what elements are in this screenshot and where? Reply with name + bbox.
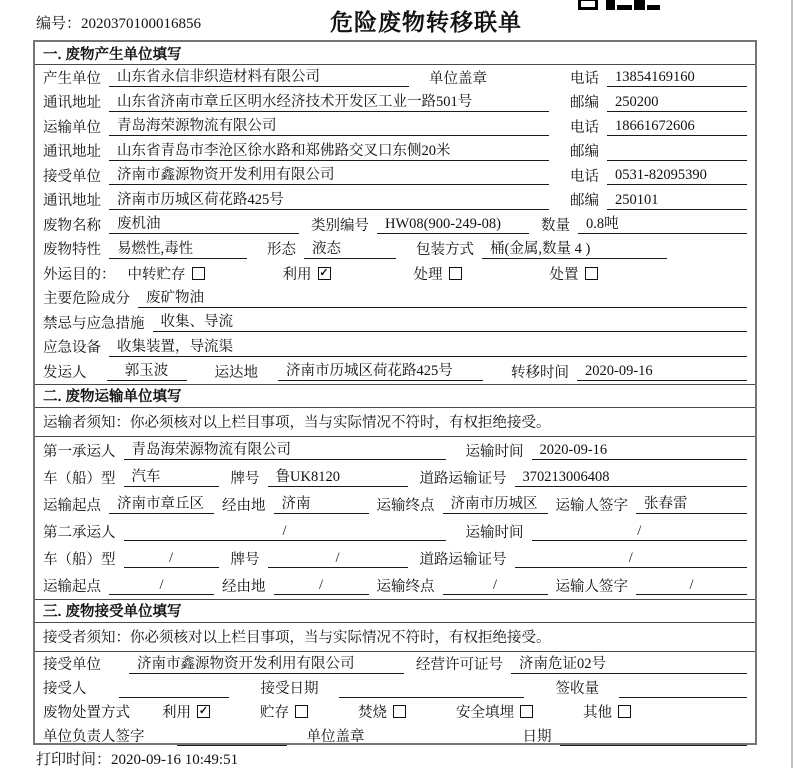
checkbox-storage <box>192 267 205 280</box>
purpose-option-storage: 中转贮存 <box>128 263 205 284</box>
transfer-date-label: 转移时间 <box>511 364 569 381</box>
road-license-label: 道路运输证号 <box>419 470 507 487</box>
carrier2-terminus: / <box>443 575 548 595</box>
transporter-address-row <box>35 139 755 164</box>
received-amount-label: 签收量 <box>555 681 599 697</box>
transporter-address: 山东省青岛市李沧区徐水路和郑佛路交叉口东侧20米 <box>109 141 549 161</box>
equipment-row <box>35 335 755 360</box>
packing-label: 包装方式 <box>416 242 474 259</box>
equipment-value: 收集装置，导流渠 <box>109 337 747 357</box>
producer-label: 产生单位 <box>43 70 101 87</box>
serial-value: 2020370100016856 <box>81 16 202 32</box>
carrier1-value: 青岛海荣源物流有限公司 <box>124 440 446 460</box>
carrier1-label: 第一承运人 <box>43 443 116 460</box>
transporter-notice: 运输者须知：你必须核对以上栏目事项，当与实际情况不符时，有权拒绝接受。 <box>35 408 755 437</box>
carrier2-time: / <box>532 521 748 541</box>
zip-label: 邮编 <box>570 144 599 161</box>
trait-label: 废物特性 <box>43 242 101 259</box>
section-waste-producer <box>35 42 755 384</box>
permit-label: 经营许可证号 <box>416 657 503 673</box>
phone-label: 电话 <box>570 168 599 185</box>
carrier2-value: / <box>124 521 446 541</box>
destination-value: 济南市历城区荷花路425号 <box>278 361 483 381</box>
hazard-row <box>35 286 755 311</box>
transporter-row <box>35 114 755 139</box>
qr-code-fragment <box>578 0 660 11</box>
received-amount-value <box>619 678 747 698</box>
carrier2-route-row <box>35 572 755 599</box>
page-title: 危险废物转移联单 <box>330 9 522 35</box>
section-waste-transporter <box>35 384 755 599</box>
unit-seal-label: 单位盖章 <box>306 729 365 745</box>
shipper-value: 郭玉波 <box>107 361 187 381</box>
purpose-option-dispose: 处置 <box>550 263 598 284</box>
disposal-method-label: 废物处置方式 <box>43 705 130 721</box>
zip-label: 邮编 <box>570 193 599 210</box>
seal-date-value <box>560 726 748 746</box>
carrier-sign-label: 运输人签字 <box>555 497 628 514</box>
disposal-option-use: 利用 ✓ <box>162 705 209 721</box>
phone-label: 电话 <box>570 119 599 136</box>
carrier1-row <box>35 437 755 464</box>
category-label: 类别编号 <box>311 217 369 234</box>
purpose-label: 外运目的： <box>43 266 116 283</box>
seal-label: 单位盖章 <box>429 70 487 87</box>
terminus-label: 运输终点 <box>376 497 435 514</box>
permit-value: 济南危证02号 <box>511 654 747 674</box>
producer-value: 山东省永信非织造材料有限公司 <box>109 67 409 87</box>
carrier1-plate: 鲁UK8120 <box>268 467 408 487</box>
carrier2-plate: / <box>268 548 408 568</box>
phone-label: 电话 <box>570 70 599 87</box>
origin-label: 运输起点 <box>43 578 101 595</box>
trait-value: 易燃性,毒性 <box>109 239 247 259</box>
terminus-label: 运输终点 <box>376 578 435 595</box>
zip-label: 邮编 <box>570 95 599 112</box>
transporter-value: 青岛海荣源物流有限公司 <box>109 116 549 136</box>
quantity-value: 0.8吨 <box>578 214 747 234</box>
section-waste-receiver <box>35 599 755 748</box>
manager-sign-value <box>177 726 287 746</box>
vehicle-type-label: 车（船）型 <box>43 551 116 568</box>
checkbox-disposal-use: ✓ <box>198 705 209 717</box>
carrier2-origin: / <box>109 575 214 595</box>
transport-time-label: 运输时间 <box>465 443 524 460</box>
producer-zip: 250200 <box>607 92 747 112</box>
address-label: 通讯地址 <box>43 144 101 161</box>
form-value: 液态 <box>304 239 396 259</box>
serial-number <box>36 12 201 33</box>
plate-label: 牌号 <box>230 470 260 487</box>
producer-address-row <box>35 90 755 115</box>
receiver-value: 济南市鑫源物资开发利用有限公司 <box>109 165 549 185</box>
carrier1-via: 济南 <box>274 494 369 514</box>
hazard-label: 主要危险成分 <box>43 291 130 308</box>
receiver-row <box>35 163 755 188</box>
manager-sign-row <box>35 724 755 748</box>
carrier1-vehicle-row <box>35 464 755 491</box>
checkbox-disposal-incinerate <box>393 705 406 718</box>
transfer-date-value: 2020-09-16 <box>577 361 747 381</box>
carrier2-vehicle: / <box>124 548 219 568</box>
address-label: 通讯地址 <box>43 193 101 210</box>
carrier1-time: 2020-09-16 <box>532 440 748 460</box>
receiver-zip: 250101 <box>607 190 747 210</box>
taboo-value: 收集、导流 <box>153 312 748 332</box>
checkbox-disposal-other <box>618 705 631 718</box>
packing-value: 桶(金属,数量 4 ) <box>482 239 667 259</box>
taboo-row <box>35 310 755 335</box>
road-license-label: 道路运输证号 <box>419 551 507 568</box>
producer-row <box>35 65 755 90</box>
receiving-unit-row <box>35 652 755 676</box>
purpose-option-treat: 处理 <box>414 263 462 284</box>
receiving-unit-label: 接受单位 <box>43 657 101 673</box>
receiver-phone: 0531-82095390 <box>607 165 747 185</box>
destination-label: 运达地 <box>214 364 258 381</box>
carrier2-label: 第二承运人 <box>43 524 116 541</box>
print-time-value: 2020-09-16 10:49:51 <box>111 752 239 768</box>
quantity-label: 数量 <box>541 217 570 234</box>
carrier-sign-label: 运输人签字 <box>555 578 628 595</box>
shipper-label: 发运人 <box>43 364 87 381</box>
receiving-person-label: 接受人 <box>43 681 87 697</box>
transporter-label: 运输单位 <box>43 119 101 136</box>
disposal-method-row <box>35 700 755 724</box>
waste-name: 废机油 <box>109 214 299 234</box>
producer-phone: 13854169160 <box>607 67 747 87</box>
carrier2-vehicle-row <box>35 545 755 572</box>
carrier2-license: / <box>515 548 748 568</box>
carrier2-signature: / <box>636 575 747 595</box>
section3-header: 三. 废物接受单位填写 <box>35 600 755 623</box>
transporter-phone: 18661672606 <box>607 116 747 136</box>
address-label: 通讯地址 <box>43 95 101 112</box>
waste-name-row <box>35 212 755 237</box>
section2-header: 二. 废物运输单位填写 <box>35 385 755 408</box>
print-time <box>36 748 238 768</box>
receiving-person-row <box>35 676 755 700</box>
serial-label: 编号： <box>36 16 82 32</box>
receiver-address-row <box>35 188 755 213</box>
category-code: HW08(900-249-08) <box>377 214 529 234</box>
carrier2-via: / <box>274 575 369 595</box>
section1-header: 一. 废物产生单位填写 <box>35 42 755 65</box>
shipper-row <box>35 359 755 384</box>
checkbox-disposal-store <box>295 705 308 718</box>
receiver-notice: 接受者须知：你必须核对以上栏目事项，当与实际情况不符时，有权拒绝接受。 <box>35 623 755 652</box>
disposal-option-incinerate: 焚烧 <box>358 701 406 722</box>
origin-label: 运输起点 <box>43 497 101 514</box>
plate-label: 牌号 <box>230 551 260 568</box>
receiving-date-label: 接受日期 <box>260 681 319 697</box>
taboo-label: 禁忌与应急措施 <box>43 315 145 332</box>
purpose-row <box>35 261 755 286</box>
carrier2-row <box>35 518 755 545</box>
transfer-form-table <box>33 40 757 745</box>
receiving-unit-value: 济南市鑫源物资开发利用有限公司 <box>129 654 404 674</box>
receiving-date-value <box>339 678 524 698</box>
carrier1-terminus: 济南市历城区 <box>443 494 548 514</box>
receiving-person-value <box>119 678 229 698</box>
carrier1-route-row <box>35 491 755 518</box>
transport-time-label: 运输时间 <box>465 524 524 541</box>
disposal-option-other: 其他 <box>583 701 631 722</box>
via-label: 经由地 <box>222 497 266 514</box>
vehicle-type-label: 车（船）型 <box>43 470 116 487</box>
purpose-option-use: 利用 ✓ <box>282 266 329 283</box>
carrier1-origin: 济南市章丘区 <box>109 494 214 514</box>
disposal-option-store: 贮存 <box>260 701 308 722</box>
checkbox-dispose <box>585 267 598 280</box>
transporter-zip <box>607 141 747 161</box>
waste-name-label: 废物名称 <box>43 217 101 234</box>
carrier1-license: 370213006408 <box>515 467 748 487</box>
print-time-label: 打印时间： <box>36 752 112 768</box>
receiver-label: 接受单位 <box>43 168 101 185</box>
waste-trait-row <box>35 237 755 262</box>
equipment-label: 应急设备 <box>43 340 101 357</box>
manager-sign-label: 单位负责人签字 <box>43 729 145 745</box>
hazard-value: 废矿物油 <box>138 288 747 308</box>
carrier1-vehicle: 汽车 <box>124 467 219 487</box>
carrier1-signature: 张春雷 <box>636 494 747 514</box>
disposal-option-landfill: 安全填埋 <box>456 701 533 722</box>
seal-date-label: 日期 <box>522 729 552 745</box>
checkbox-treat <box>449 267 462 280</box>
checkbox-disposal-landfill <box>520 705 533 718</box>
receiver-address: 济南市历城区荷花路425号 <box>109 190 549 210</box>
page-right-edge <box>791 0 793 768</box>
form-label: 形态 <box>267 242 296 259</box>
producer-address: 山东省济南市章丘区明水经济技术开发区工业一路501号 <box>109 92 549 112</box>
checkbox-use: ✓ <box>319 266 329 279</box>
via-label: 经由地 <box>222 578 266 595</box>
